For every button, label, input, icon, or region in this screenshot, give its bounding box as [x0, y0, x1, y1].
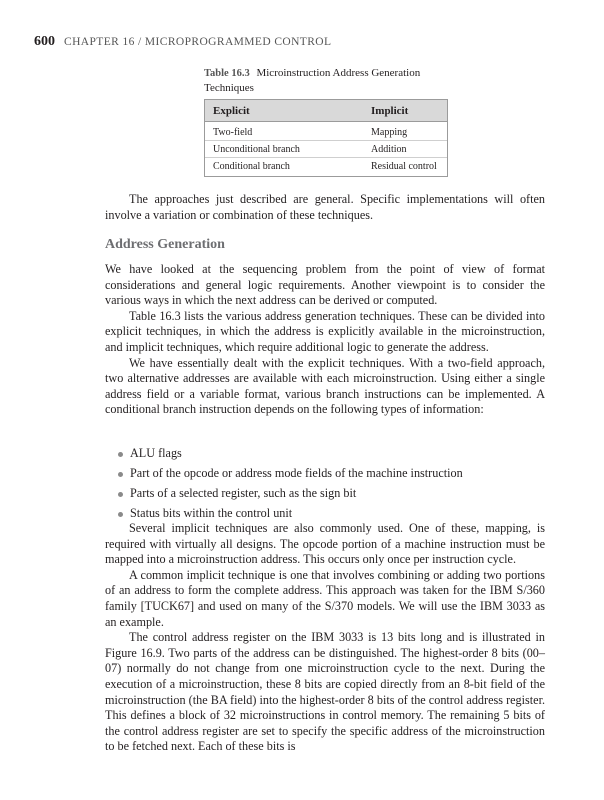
bullet-dot-icon	[118, 512, 123, 517]
paragraph: The control address register on the IBM 3033 is 13 bits long and is illustrated in Figure 16.9. Two parts of the address can be distinguished. The highest-order 8 bits (00–07) normally do not change from one microinstruction cycle to the next. During the execution of a microinstruction, these 8 bits are copied directly from an 8-bit field of the microinstruction (the BA field) into the highest-order 8 bits of the control address register. This defines a block of 32 microinstructions in control memory. The remaining 5 bits of the control address register are set to specify the specific address of the microinstruction to be fetched next. Each of these bits is	[105, 630, 545, 754]
intro-paragraph-block	[105, 192, 545, 223]
table-cell: Residual control	[371, 160, 437, 172]
table-cell: Mapping	[371, 126, 408, 138]
table-caption	[204, 66, 454, 95]
section-title: Address Generation	[105, 237, 225, 252]
table-row	[205, 157, 447, 174]
table-header-implicit: Implicit	[371, 104, 409, 117]
table-header-explicit: Explicit	[213, 104, 250, 117]
paragraph: Several implicit techniques are also commonly used. One of these, mapping, is required with virtually all designs. The opcode portion of a machine instruction must be mapped into a microinstruction address. This occurs only once per instruction cycle.	[105, 521, 545, 567]
address-generation-table	[204, 99, 448, 177]
page-number: 600	[34, 34, 55, 49]
table-cell: Unconditional branch	[213, 143, 300, 155]
list-item: Parts of a selected register, such as the sign bit	[118, 484, 463, 504]
table-cell: Addition	[371, 143, 407, 155]
list-item: ALU flags	[118, 444, 463, 464]
chapter-title: CHAPTER 16 / MICROPROGRAMMED CONTROL	[64, 36, 332, 48]
paragraph: A common implicit technique is one that involves combining or adding two portions of an address to form the complete address. This approach was taken for the IBM S/360 family [TUCK67] and used on many of the S/370 models. We will use the IBM 3033 as an example.	[105, 567, 545, 629]
table-cell: Conditional branch	[213, 160, 290, 172]
bullet-list	[118, 444, 463, 524]
table-caption-text: Microinstruction Address Generation Techniques	[204, 67, 421, 94]
table-header-row	[205, 100, 447, 122]
paragraph: We have looked at the sequencing problem from the point of view of format considerations and general logic requirements. Another viewpoint is to consider the various ways in which the next address can be derived or computed.	[105, 262, 545, 308]
bullet-dot-icon	[118, 472, 123, 477]
table-cell: Two-field	[213, 126, 253, 138]
bullet-dot-icon	[118, 452, 123, 457]
table-row	[205, 124, 447, 140]
bullet-dot-icon	[118, 492, 123, 497]
intro-paragraph: The approaches just described are general. Specific implementations will often involve a variation or combination of these techniques.	[105, 192, 545, 222]
list-item: Part of the opcode or address mode fields of the machine instruction	[118, 464, 463, 484]
list-item: Status bits within the control unit	[118, 504, 463, 524]
body-block-1	[105, 262, 545, 418]
body-block-2	[105, 521, 545, 755]
table-number: Table 16.3	[204, 68, 250, 79]
paragraph: We have essentially dealt with the explicit techniques. With a two-field approach, two alternative addresses are available with each microinstruction. Using either a single address field or a variable format, various branch instructions can be implemented. A conditional branch instruction depends on the following types of information:	[105, 355, 545, 417]
running-header	[34, 34, 331, 50]
table-row	[205, 140, 447, 157]
paragraph: Table 16.3 lists the various address generation techniques. These can be divided into explicit techniques, in which the address is explicitly available in the microinstruction, and implicit techniques, which require additional logic to generate the address.	[105, 308, 545, 354]
